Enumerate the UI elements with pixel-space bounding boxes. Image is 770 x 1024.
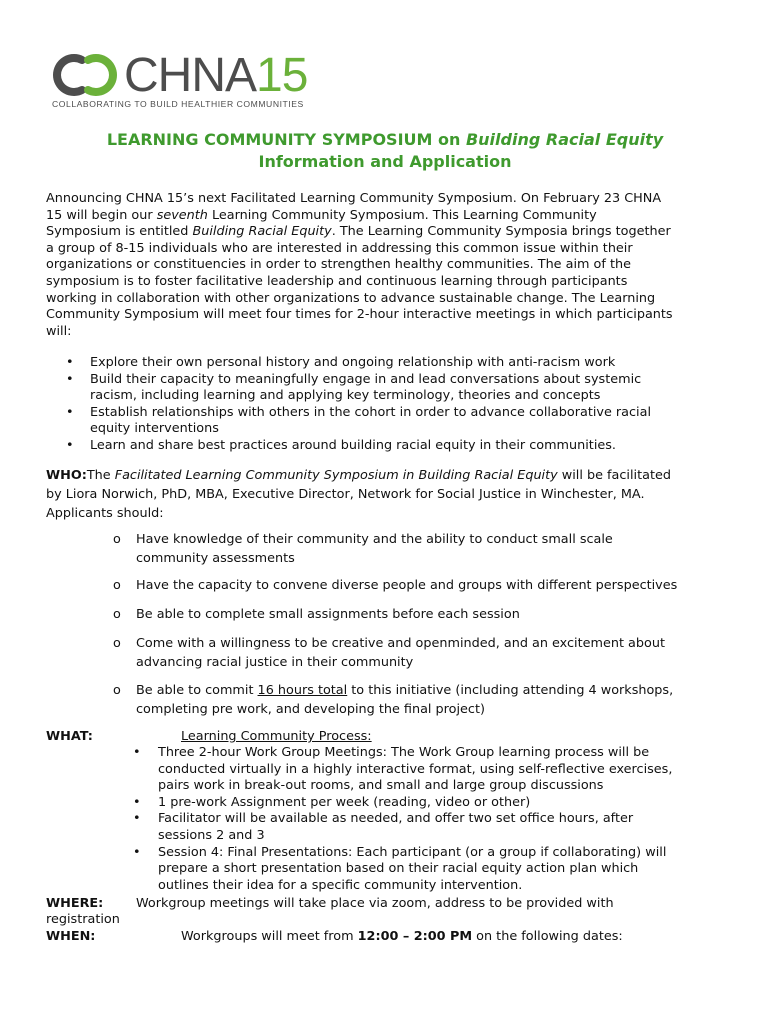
who-section: WHO:The Facilitated Learning Community Symposium in Building Racial Equity will be facilitated by Liora Norwich, PhD, MBA, Executive Director, Network for Social Justice in Winchester, MA. Applicants should: (46, 468, 671, 521)
what-label: WHAT: (46, 729, 93, 744)
logo-tagline: COLLABORATING TO BUILD HEALTHIER COMMUNITIES (52, 99, 304, 109)
document-subtitle: Information and Application (258, 152, 512, 171)
chna15-logo (52, 49, 342, 116)
list-item: • Explore their own personal history and ongoing relationship with anti-racism work (66, 355, 616, 370)
applicant-list-item-2: o Have the capacity to convene diverse people and groups with different perspectives (113, 578, 678, 593)
list-item: • Build their capacity to meaningfully engage in and lead conversations about systemic racism, including learning and applying key terminology, theories and concepts (66, 371, 642, 404)
list-item: • Session 4: Final Presentations: Each participant (or a group if collaborating) will prepare a short presentation based on their racial equity action plan which outlines their idea for a specific community intervention. (133, 844, 667, 893)
list-item: • 1 pre-work Assignment per week (reading, video or other) (133, 794, 531, 810)
what-heading: Learning Community Process: (181, 729, 372, 744)
list-item: o Have knowledge of their community and the ability to conduct small scale community assessments (113, 532, 613, 566)
applicant-list-item-5: o Be able to commit 16 hours total to this initiative (including attending 4 workshops, completing pre work, and developing the final project) (113, 683, 674, 717)
list-item: • Facilitator will be available as needed, and offer two set office hours, after sessions 2 and 3 (133, 811, 634, 843)
applicant-list-item-3: o Be able to complete small assignments before each session (113, 607, 520, 622)
applicant-list (113, 530, 733, 568)
intro-paragraph: Announcing CHNA 15’s next Facilitated Learning Community Symposium. On February 23 CHNA 15 will begin our seventh Learning Community Symposium. This Learning Community Symposium is entitled Building Racial Equity. The Learning Community Symposia brings together a group of 8-15 individuals who are interested in addressing this common issue within their organizations or constituencies in order to strengthen healthy communities. The aim of the symposium is to foster facilitative leadership and continuous learning through participants working in collaboration with other organizations to advance sustainable change. The Learning Community Symposium will meet four times for 2-hour interactive meetings in which participants will: (46, 191, 673, 339)
when-label: WHEN: (46, 929, 96, 944)
goals-list (66, 355, 726, 455)
where-label: WHERE: (46, 896, 104, 911)
list-item: • Three 2-hour Work Group Meetings: The Work Group learning process will be conducted virtually in a highly interactive format, using self-reflective exercises, pairs work in break-out rooms, and small and large group discussions (133, 745, 673, 794)
who-label: WHO: (46, 468, 87, 483)
where-text-continued: registration (46, 912, 120, 927)
document-title: LEARNING COMMUNITY SYMPOSIUM on Building Racial Equity (106, 130, 664, 149)
process-list (133, 745, 733, 894)
list-item: • Establish relationships with others in the cohort in order to advance collaborative racial equity interventions (66, 404, 652, 437)
logo-wordmark: CHNA15 (124, 49, 308, 102)
list-item: • Learn and share best practices around building racial equity in their communities. (66, 437, 616, 453)
when-text: Workgroups will meet from 12:00 – 2:00 PM on the following dates: (181, 929, 623, 944)
applicant-list-item-4: o Come with a willingness to be creative and openminded, and an excitement about advancing racial justice in their community (113, 636, 665, 670)
where-text: Workgroup meetings will take place via zoom, address to be provided with (136, 896, 614, 911)
chna-rings-icon (52, 52, 120, 98)
